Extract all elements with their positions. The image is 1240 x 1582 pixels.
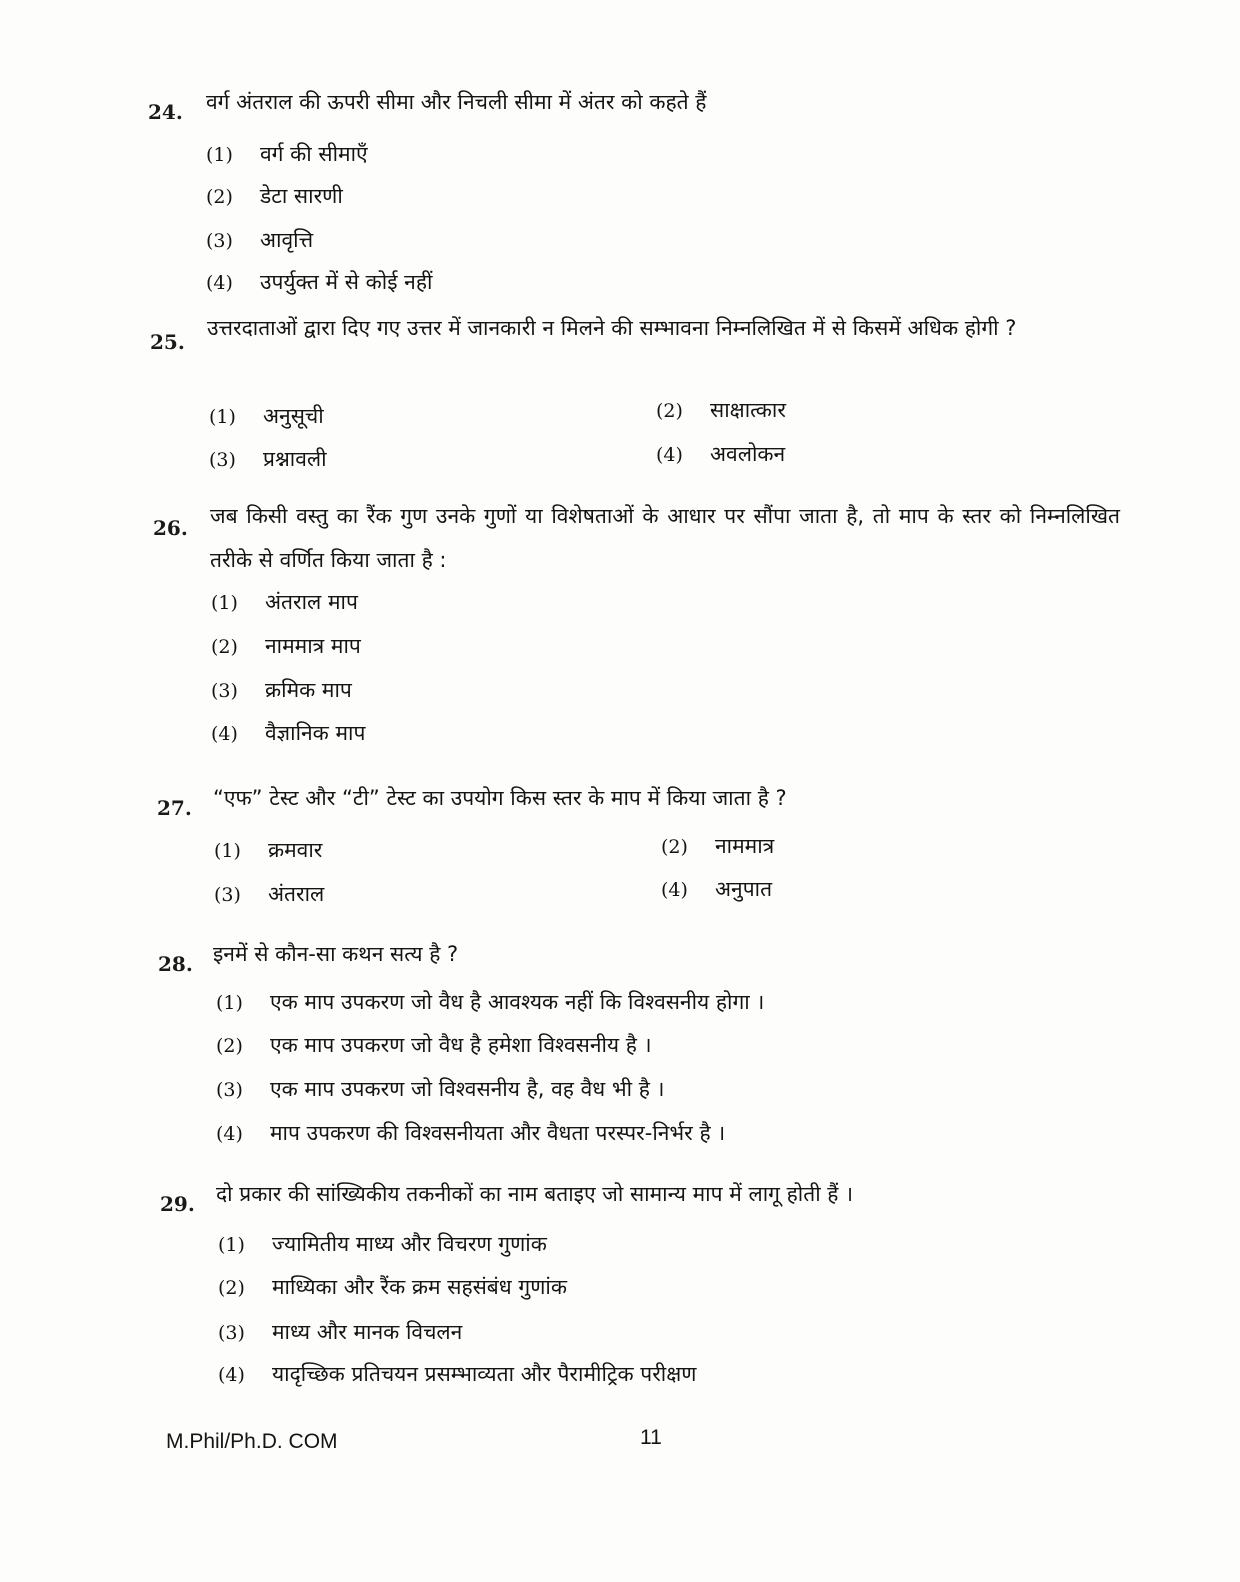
option-3 xyxy=(214,880,324,908)
question-number: 29. xyxy=(160,1192,195,1216)
option-number: (4) xyxy=(206,272,233,294)
option-text: ज्यामितीय माध्य और विचरण गुणांक xyxy=(272,1232,547,1256)
option-1 xyxy=(214,836,322,864)
question-text: दो प्रकार की सांख्यिकीय तकनीकों का नाम बताइए जो सामान्य माप में लागू होती हैं । xyxy=(216,1182,854,1206)
option-3 xyxy=(218,1318,462,1346)
option-text: उपर्युक्त में से कोई नहीं xyxy=(260,270,433,294)
option-text: डेटा सारणी xyxy=(260,184,343,208)
question-number: 28. xyxy=(158,952,193,976)
page-number: 11 xyxy=(640,1426,662,1449)
question-text: उत्तरदाताओं द्वारा दिए गए उत्तर में जानकारी न मिलने की सम्भावना निम्नलिखित में से किसमें अधिक होगी ? xyxy=(207,316,1017,340)
option-text: यादृच्छिक प्रतिचयन प्रसम्भाव्यता और पैरामीट्रिक परीक्षण xyxy=(272,1362,697,1386)
question-number: 25. xyxy=(150,330,185,354)
option-2 xyxy=(656,396,786,424)
option-number: (3) xyxy=(209,449,236,471)
option-number: (2) xyxy=(218,1277,245,1299)
option-1 xyxy=(211,588,358,616)
option-number: (4) xyxy=(661,879,688,901)
option-4 xyxy=(661,875,772,903)
option-number: (2) xyxy=(661,836,688,858)
option-number: (3) xyxy=(218,1322,245,1344)
option-1 xyxy=(209,402,324,430)
option-number: (4) xyxy=(216,1123,243,1145)
option-3 xyxy=(216,1075,665,1103)
option-text: माध्य और मानक विचलन xyxy=(272,1320,463,1344)
option-number: (3) xyxy=(216,1079,243,1101)
option-3 xyxy=(206,226,313,254)
option-1 xyxy=(206,140,368,168)
question-number: 24. xyxy=(148,100,183,124)
option-text: क्रमवार xyxy=(268,838,323,862)
option-text: अवलोकन xyxy=(710,442,786,466)
option-text: नाममात्र xyxy=(715,834,775,858)
option-4 xyxy=(206,268,432,296)
question-text: इनमें से कौन-सा कथन सत्य है ? xyxy=(213,942,459,966)
option-2 xyxy=(216,1031,652,1059)
option-text: एक माप उपकरण जो विश्वसनीय है, वह वैध भी है । xyxy=(270,1077,665,1101)
option-text: एक माप उपकरण जो वैध है आवश्यक नहीं कि विश्वसनीय होगा । xyxy=(270,990,765,1014)
question-text: जब किसी वस्तु का रैंक गुण उनके गुणों या विशेषताओं के आधार पर सौंपा जाता है, तो माप के स्तर को निम्नलिखित तरीके से वर्णित किया जाता है : xyxy=(210,504,1120,572)
option-text: नाममात्र माप xyxy=(265,634,361,658)
option-text: वर्ग की सीमाएँ xyxy=(260,142,368,166)
option-text: अंतराल माप xyxy=(265,590,358,614)
option-number: (3) xyxy=(211,680,238,702)
option-number: (1) xyxy=(209,406,236,428)
option-number: (1) xyxy=(206,144,233,166)
option-text: वैज्ञानिक माप xyxy=(265,721,366,745)
question-text: वर्ग अंतराल की ऊपरी सीमा और निचली सीमा में अंतर को कहते हैं xyxy=(206,90,707,114)
option-3 xyxy=(211,676,352,704)
option-number: (2) xyxy=(206,186,233,208)
option-number: (3) xyxy=(206,230,233,252)
option-number: (1) xyxy=(211,592,238,614)
option-number: (2) xyxy=(216,1035,243,1057)
option-number: (2) xyxy=(211,636,238,658)
option-number: (2) xyxy=(656,400,683,422)
option-2 xyxy=(218,1273,567,1301)
option-number: (4) xyxy=(656,444,683,466)
option-text: अनुपात xyxy=(715,877,773,901)
option-text: आवृत्ति xyxy=(260,228,314,252)
option-number: (4) xyxy=(218,1364,245,1386)
option-text: साक्षात्कार xyxy=(710,398,786,422)
option-text: एक माप उपकरण जो वैध है हमेशा विश्वसनीय है । xyxy=(270,1033,652,1057)
course-code: M.Phil/Ph.D. COM xyxy=(166,1430,338,1453)
option-text: प्रश्नावली xyxy=(263,447,327,471)
question-text: “एफ” टेस्ट और “टी” टेस्ट का उपयोग किस स्तर के माप में किया जाता है ? xyxy=(213,786,787,810)
option-text: अनुसूची xyxy=(263,404,324,428)
option-2 xyxy=(206,182,343,210)
question-number: 27. xyxy=(157,796,192,820)
option-2 xyxy=(661,832,774,860)
option-number: (4) xyxy=(211,723,238,745)
option-text: माप उपकरण की विश्वसनीयता और वैधता परस्पर-निर्भर है । xyxy=(270,1121,726,1145)
option-4 xyxy=(216,1119,725,1147)
option-text: अंतराल xyxy=(268,882,325,906)
option-4 xyxy=(211,719,365,747)
option-1 xyxy=(218,1230,547,1258)
option-4 xyxy=(656,440,785,468)
option-3 xyxy=(209,445,327,473)
option-number: (3) xyxy=(214,884,241,906)
option-2 xyxy=(211,632,361,660)
option-4 xyxy=(218,1360,696,1388)
option-number: (1) xyxy=(214,840,241,862)
question-number: 26. xyxy=(153,516,188,540)
option-number: (1) xyxy=(216,992,243,1014)
option-number: (1) xyxy=(218,1234,245,1256)
option-text: माध्यिका और रैंक क्रम सहसंबंध गुणांक xyxy=(272,1275,567,1299)
option-text: क्रमिक माप xyxy=(265,678,352,702)
option-1 xyxy=(216,988,764,1016)
